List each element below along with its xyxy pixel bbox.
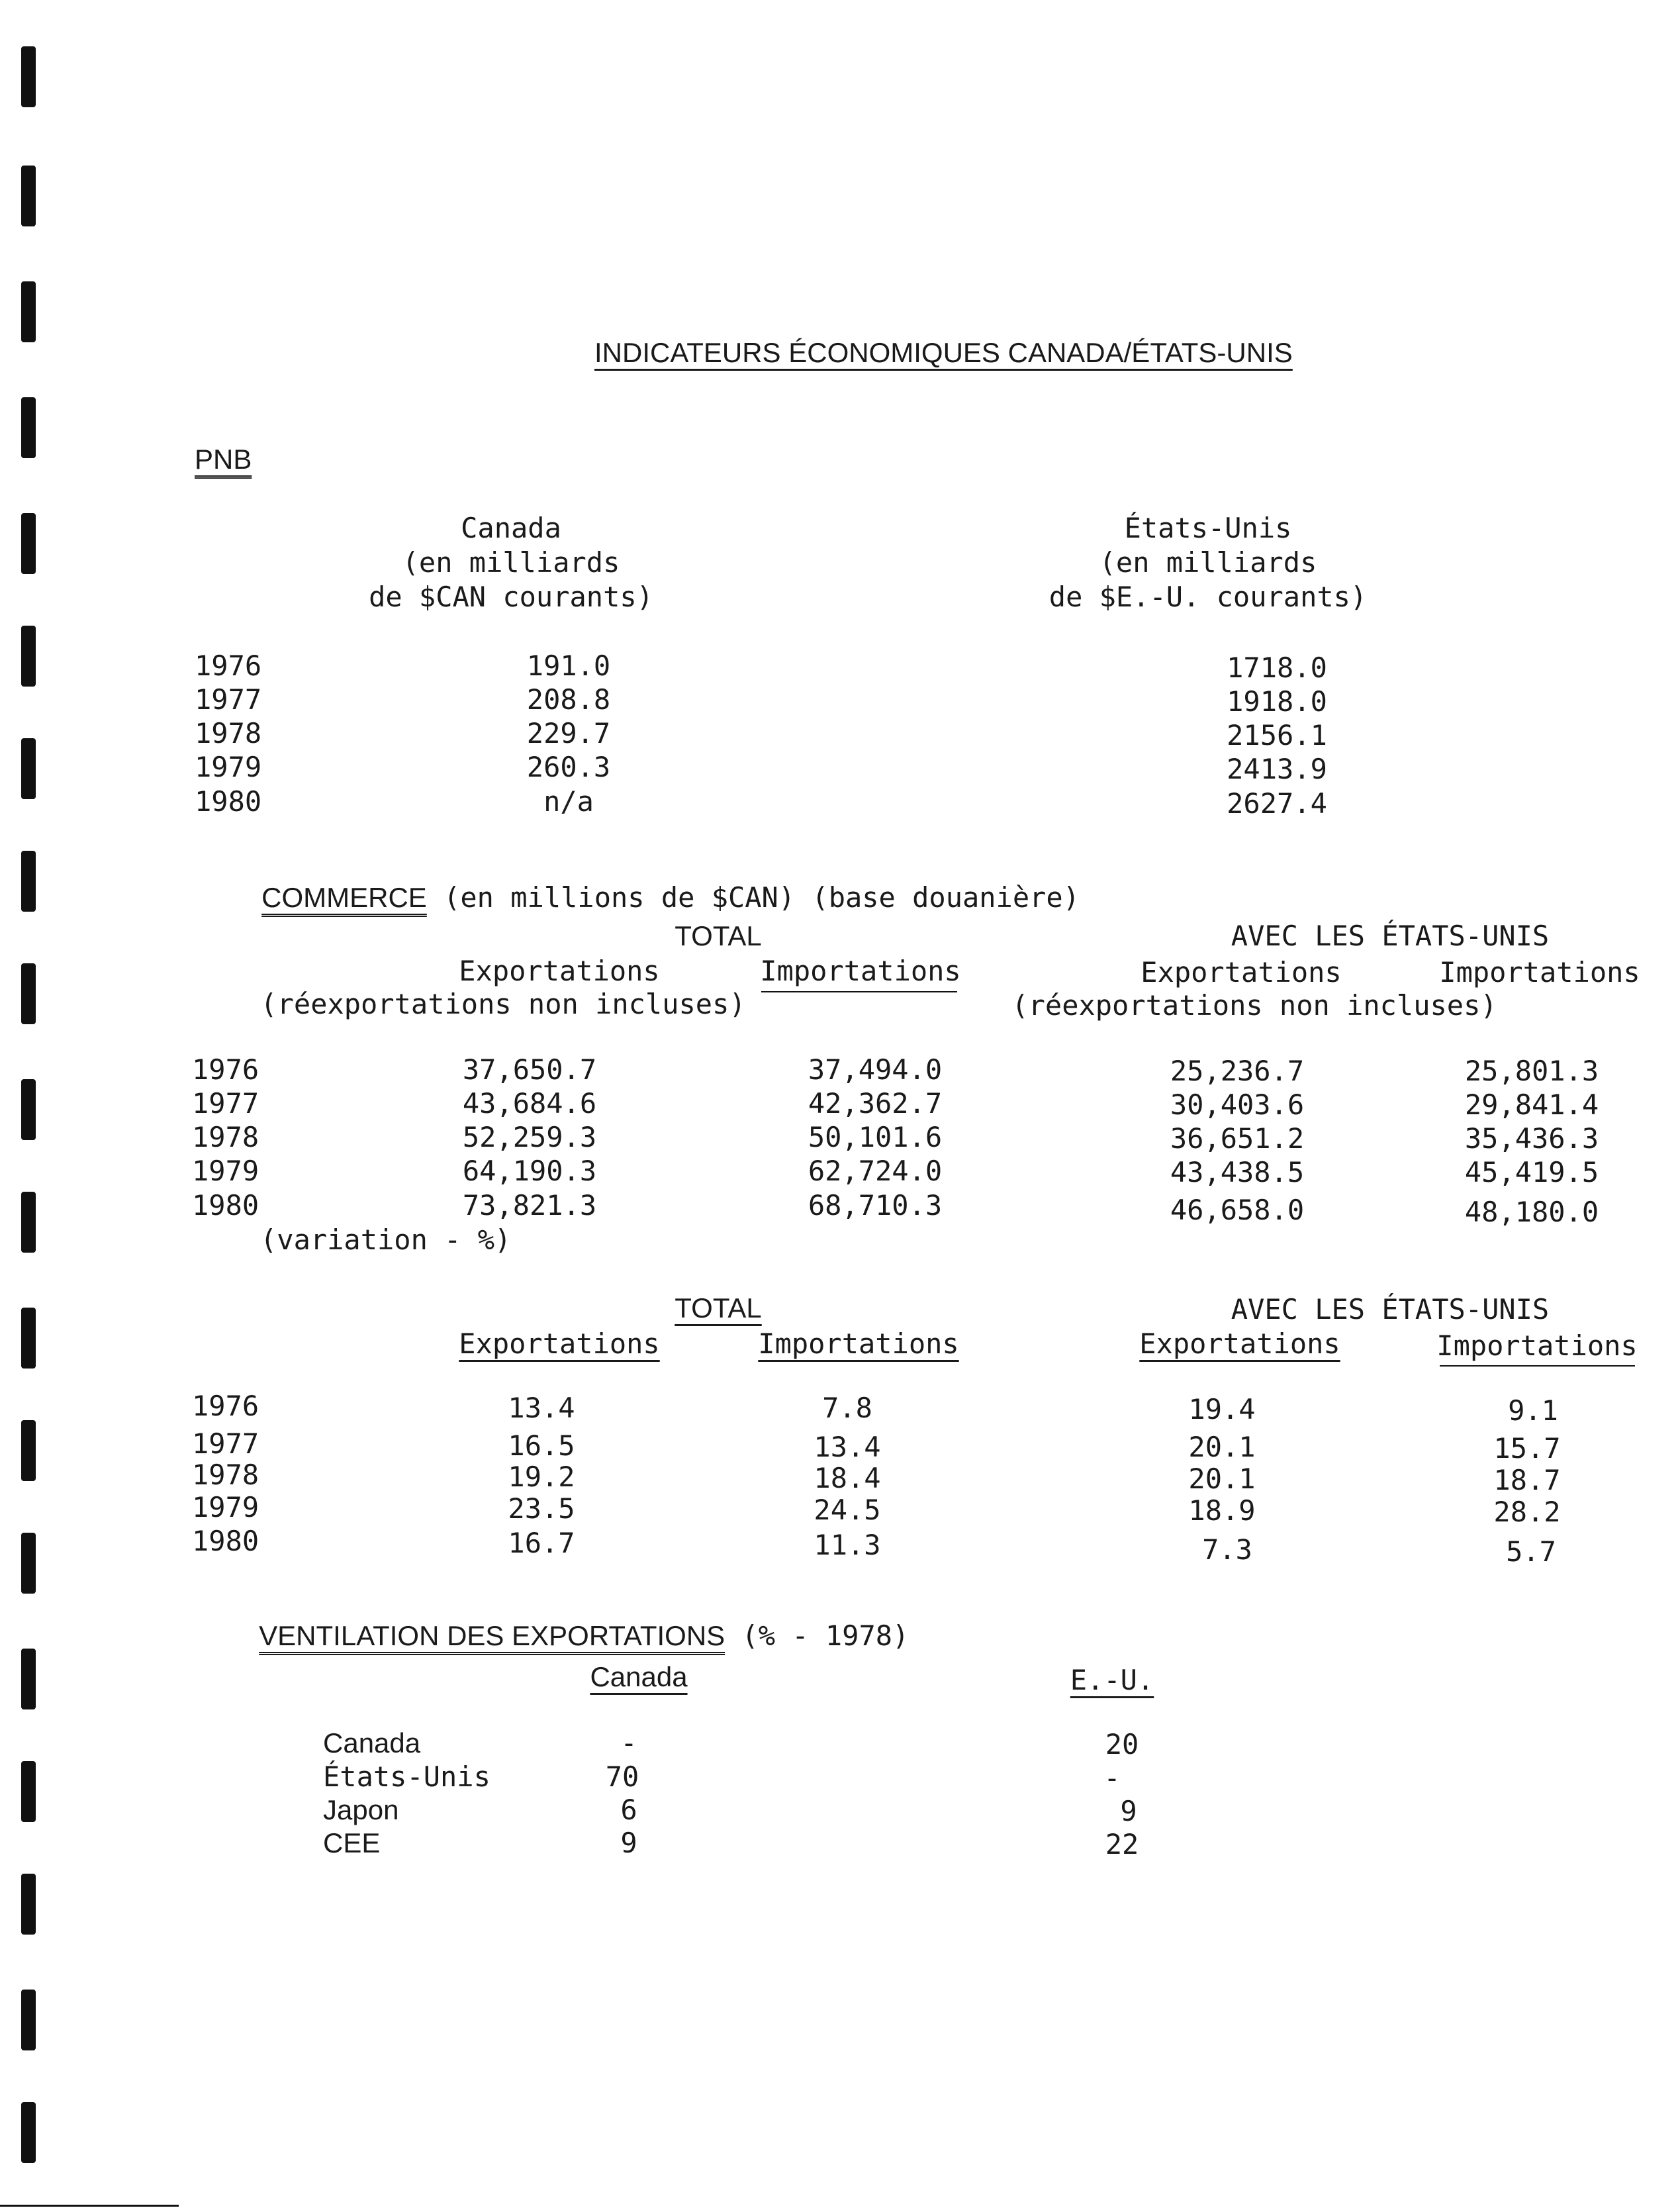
variation-year: 1977 xyxy=(192,1427,259,1460)
pnb-canada-value: 260.3 xyxy=(526,751,611,783)
commerce-heading-rest: (en millions de $CAN) (base douanière) xyxy=(426,881,1080,914)
ventilation-destination: Canada xyxy=(323,1727,421,1758)
commerce-heading: COMMERCE xyxy=(261,882,427,913)
variation-total-label: TOTAL xyxy=(675,1292,762,1323)
commerce-total-exports: 52,259.3 xyxy=(462,1121,597,1153)
pnb-canada-value: 229.7 xyxy=(526,717,611,749)
commerce-us-imports: 35,436.3 xyxy=(1464,1122,1599,1155)
binder-mark xyxy=(21,281,36,342)
pnb-us-value: 1918.0 xyxy=(1227,685,1327,718)
bottom-edge-line xyxy=(0,2205,179,2207)
pnb-year: 1978 xyxy=(195,717,262,749)
ventilation-canada-value: - xyxy=(620,1727,637,1759)
commerce-year: 1978 xyxy=(192,1121,259,1153)
commerce-total-imports: 50,101.6 xyxy=(808,1121,943,1153)
variation-us-exports: 20.1 xyxy=(1188,1431,1256,1463)
commerce-us-imports: 48,180.0 xyxy=(1464,1196,1599,1228)
binder-mark xyxy=(21,166,36,226)
binder-mark xyxy=(21,1079,36,1140)
pnb-year: 1979 xyxy=(195,751,262,783)
variation-year: 1980 xyxy=(192,1525,259,1557)
commerce-us-exports-header: Exportations xyxy=(1141,956,1342,988)
variation-total-imports-header: Importations xyxy=(758,1327,959,1360)
pnb-heading: PNB xyxy=(195,444,252,475)
commerce-imports-underline xyxy=(761,991,957,992)
commerce-us-imports: 45,419.5 xyxy=(1464,1156,1599,1188)
commerce-total-imports: 37,494.0 xyxy=(808,1053,943,1086)
ventilation-us-value: 20 xyxy=(1105,1728,1139,1760)
variation-us-imports: 15.7 xyxy=(1493,1432,1561,1465)
commerce-total-exports: 73,821.3 xyxy=(462,1189,597,1222)
binder-mark xyxy=(21,1761,36,1822)
variation-year: 1979 xyxy=(192,1491,259,1523)
binder-mark xyxy=(21,851,36,912)
commerce-us-exports: 36,651.2 xyxy=(1170,1122,1305,1155)
pnb-us-value: 2156.1 xyxy=(1227,719,1327,751)
ventilation-canada-value: 6 xyxy=(620,1794,637,1826)
binder-mark xyxy=(21,1990,36,2050)
ventilation-us-value: - xyxy=(1103,1762,1121,1794)
variation-year: 1978 xyxy=(192,1459,259,1491)
commerce-total-exports-header: Exportations xyxy=(459,955,660,987)
variation-us-imports: 9.1 xyxy=(1508,1394,1558,1427)
commerce-year: 1979 xyxy=(192,1155,259,1187)
variation-us-exports: 7.3 xyxy=(1202,1533,1252,1566)
commerce-total-exports: 43,684.6 xyxy=(462,1087,597,1120)
pnb-canada-value: 208.8 xyxy=(526,683,611,716)
commerce-us-imports: 25,801.3 xyxy=(1464,1055,1599,1087)
pnb-canada-header-line3: de $CAN courants) xyxy=(369,581,653,613)
commerce-total-exports: 64,190.3 xyxy=(462,1155,597,1187)
pnb-canada-value: n/a xyxy=(543,785,594,818)
pnb-canada-value: 191.0 xyxy=(526,649,611,682)
variation-us-exports: 20.1 xyxy=(1188,1463,1256,1495)
pnb-year: 1976 xyxy=(195,649,262,682)
ventilation-destination: Japon xyxy=(323,1794,399,1825)
ventilation-canada-header: Canada xyxy=(590,1661,688,1692)
commerce-us-exports: 43,438.5 xyxy=(1170,1156,1305,1188)
pnb-us-header-line3: de $E.-U. courants) xyxy=(1049,581,1368,613)
pnb-canada-header-line1: Canada xyxy=(461,512,561,544)
ventilation-us-header: E.-U. xyxy=(1070,1664,1154,1696)
pnb-us-value: 2413.9 xyxy=(1227,753,1327,785)
variation-total-imports: 18.4 xyxy=(814,1462,881,1494)
binder-mark xyxy=(21,626,36,687)
variation-total-exports: 16.5 xyxy=(508,1429,575,1462)
binder-mark xyxy=(21,1874,36,1935)
variation-total-exports-header: Exportations xyxy=(459,1327,660,1360)
binder-mark xyxy=(21,513,36,574)
ventilation-canada-value: 70 xyxy=(605,1760,639,1793)
commerce-total-imports: 62,724.0 xyxy=(808,1155,943,1187)
pnb-us-value: 1718.0 xyxy=(1227,651,1327,684)
ventilation-us-value: 22 xyxy=(1105,1828,1139,1860)
variation-us-imports: 18.7 xyxy=(1493,1464,1561,1496)
variation-total-exports: 13.4 xyxy=(508,1392,575,1424)
ventilation-us-value: 9 xyxy=(1120,1795,1137,1827)
binder-mark xyxy=(21,1649,36,1709)
binder-mark xyxy=(21,2102,36,2163)
commerce-year: 1980 xyxy=(192,1189,259,1222)
commerce-total-imports: 42,362.7 xyxy=(808,1087,943,1120)
binder-mark xyxy=(21,738,36,799)
binder-mark xyxy=(21,1533,36,1594)
ventilation-canada-value: 9 xyxy=(620,1827,637,1859)
binder-mark xyxy=(21,46,36,107)
binder-mark xyxy=(21,963,36,1024)
variation-year: 1976 xyxy=(192,1390,259,1422)
pnb-us-header-line2: (en milliards xyxy=(1099,546,1317,579)
binder-mark xyxy=(21,397,36,458)
variation-us-imports: 28.2 xyxy=(1493,1496,1561,1528)
ventilation-heading-rest: (% - 1978) xyxy=(725,1619,910,1652)
commerce-total-exports: 37,650.7 xyxy=(462,1053,597,1086)
variation-total-imports: 24.5 xyxy=(814,1494,881,1526)
variation-total-imports: 7.8 xyxy=(822,1392,872,1424)
ventilation-destination: États-Unis xyxy=(323,1760,490,1793)
variation-us-exports: 19.4 xyxy=(1188,1393,1256,1425)
pnb-us-value: 2627.4 xyxy=(1227,787,1327,820)
commerce-us-label: AVEC LES ÉTATS-UNIS xyxy=(1231,920,1550,952)
commerce-us-imports-header: Importations xyxy=(1439,956,1640,988)
pnb-year: 1980 xyxy=(195,785,262,818)
commerce-total-imports-header: Importations xyxy=(760,955,961,987)
commerce-total-note: (réexportations non incluses) xyxy=(260,988,746,1020)
commerce-total-label: TOTAL xyxy=(675,920,762,951)
commerce-us-exports: 25,236.7 xyxy=(1170,1055,1305,1087)
commerce-heading-line xyxy=(195,856,1080,939)
variation-us-imports-underline xyxy=(1440,1365,1635,1367)
commerce-us-note: (réexportations non incluses) xyxy=(1011,989,1497,1022)
variation-total-exports: 16.7 xyxy=(508,1527,575,1559)
ventilation-heading-line xyxy=(192,1594,909,1678)
variation-us-label: AVEC LES ÉTATS-UNIS xyxy=(1231,1293,1550,1325)
binder-mark xyxy=(21,1308,36,1369)
variation-us-imports-header: Importations xyxy=(1436,1329,1638,1362)
variation-us-exports-header: Exportations xyxy=(1139,1327,1340,1360)
commerce-us-exports: 46,658.0 xyxy=(1170,1194,1305,1226)
ventilation-heading: VENTILATION DES EXPORTATIONS xyxy=(259,1620,725,1651)
pnb-year: 1977 xyxy=(195,683,262,716)
binder-mark xyxy=(21,1420,36,1481)
variation-total-imports: 11.3 xyxy=(814,1529,881,1561)
variation-total-exports: 23.5 xyxy=(508,1492,575,1525)
page-title: INDICATEURS ÉCONOMIQUES CANADA/ÉTATS-UNIS xyxy=(594,337,1293,368)
variation-us-imports: 5.7 xyxy=(1506,1535,1556,1568)
commerce-us-imports: 29,841.4 xyxy=(1464,1088,1599,1121)
ventilation-destination: CEE xyxy=(323,1827,381,1858)
variation-total-exports: 19.2 xyxy=(508,1461,575,1493)
variation-total-imports: 13.4 xyxy=(814,1431,881,1463)
commerce-total-imports: 68,710.3 xyxy=(808,1189,943,1222)
pnb-us-header-line1: États-Unis xyxy=(1124,512,1292,544)
commerce-year: 1977 xyxy=(192,1087,259,1120)
commerce-us-exports: 30,403.6 xyxy=(1170,1088,1305,1121)
variation-heading: (variation - %) xyxy=(260,1224,512,1256)
commerce-year: 1976 xyxy=(192,1053,259,1086)
variation-us-exports: 18.9 xyxy=(1188,1494,1256,1527)
pnb-canada-header-line2: (en milliards xyxy=(402,546,620,579)
binder-mark xyxy=(21,1192,36,1253)
